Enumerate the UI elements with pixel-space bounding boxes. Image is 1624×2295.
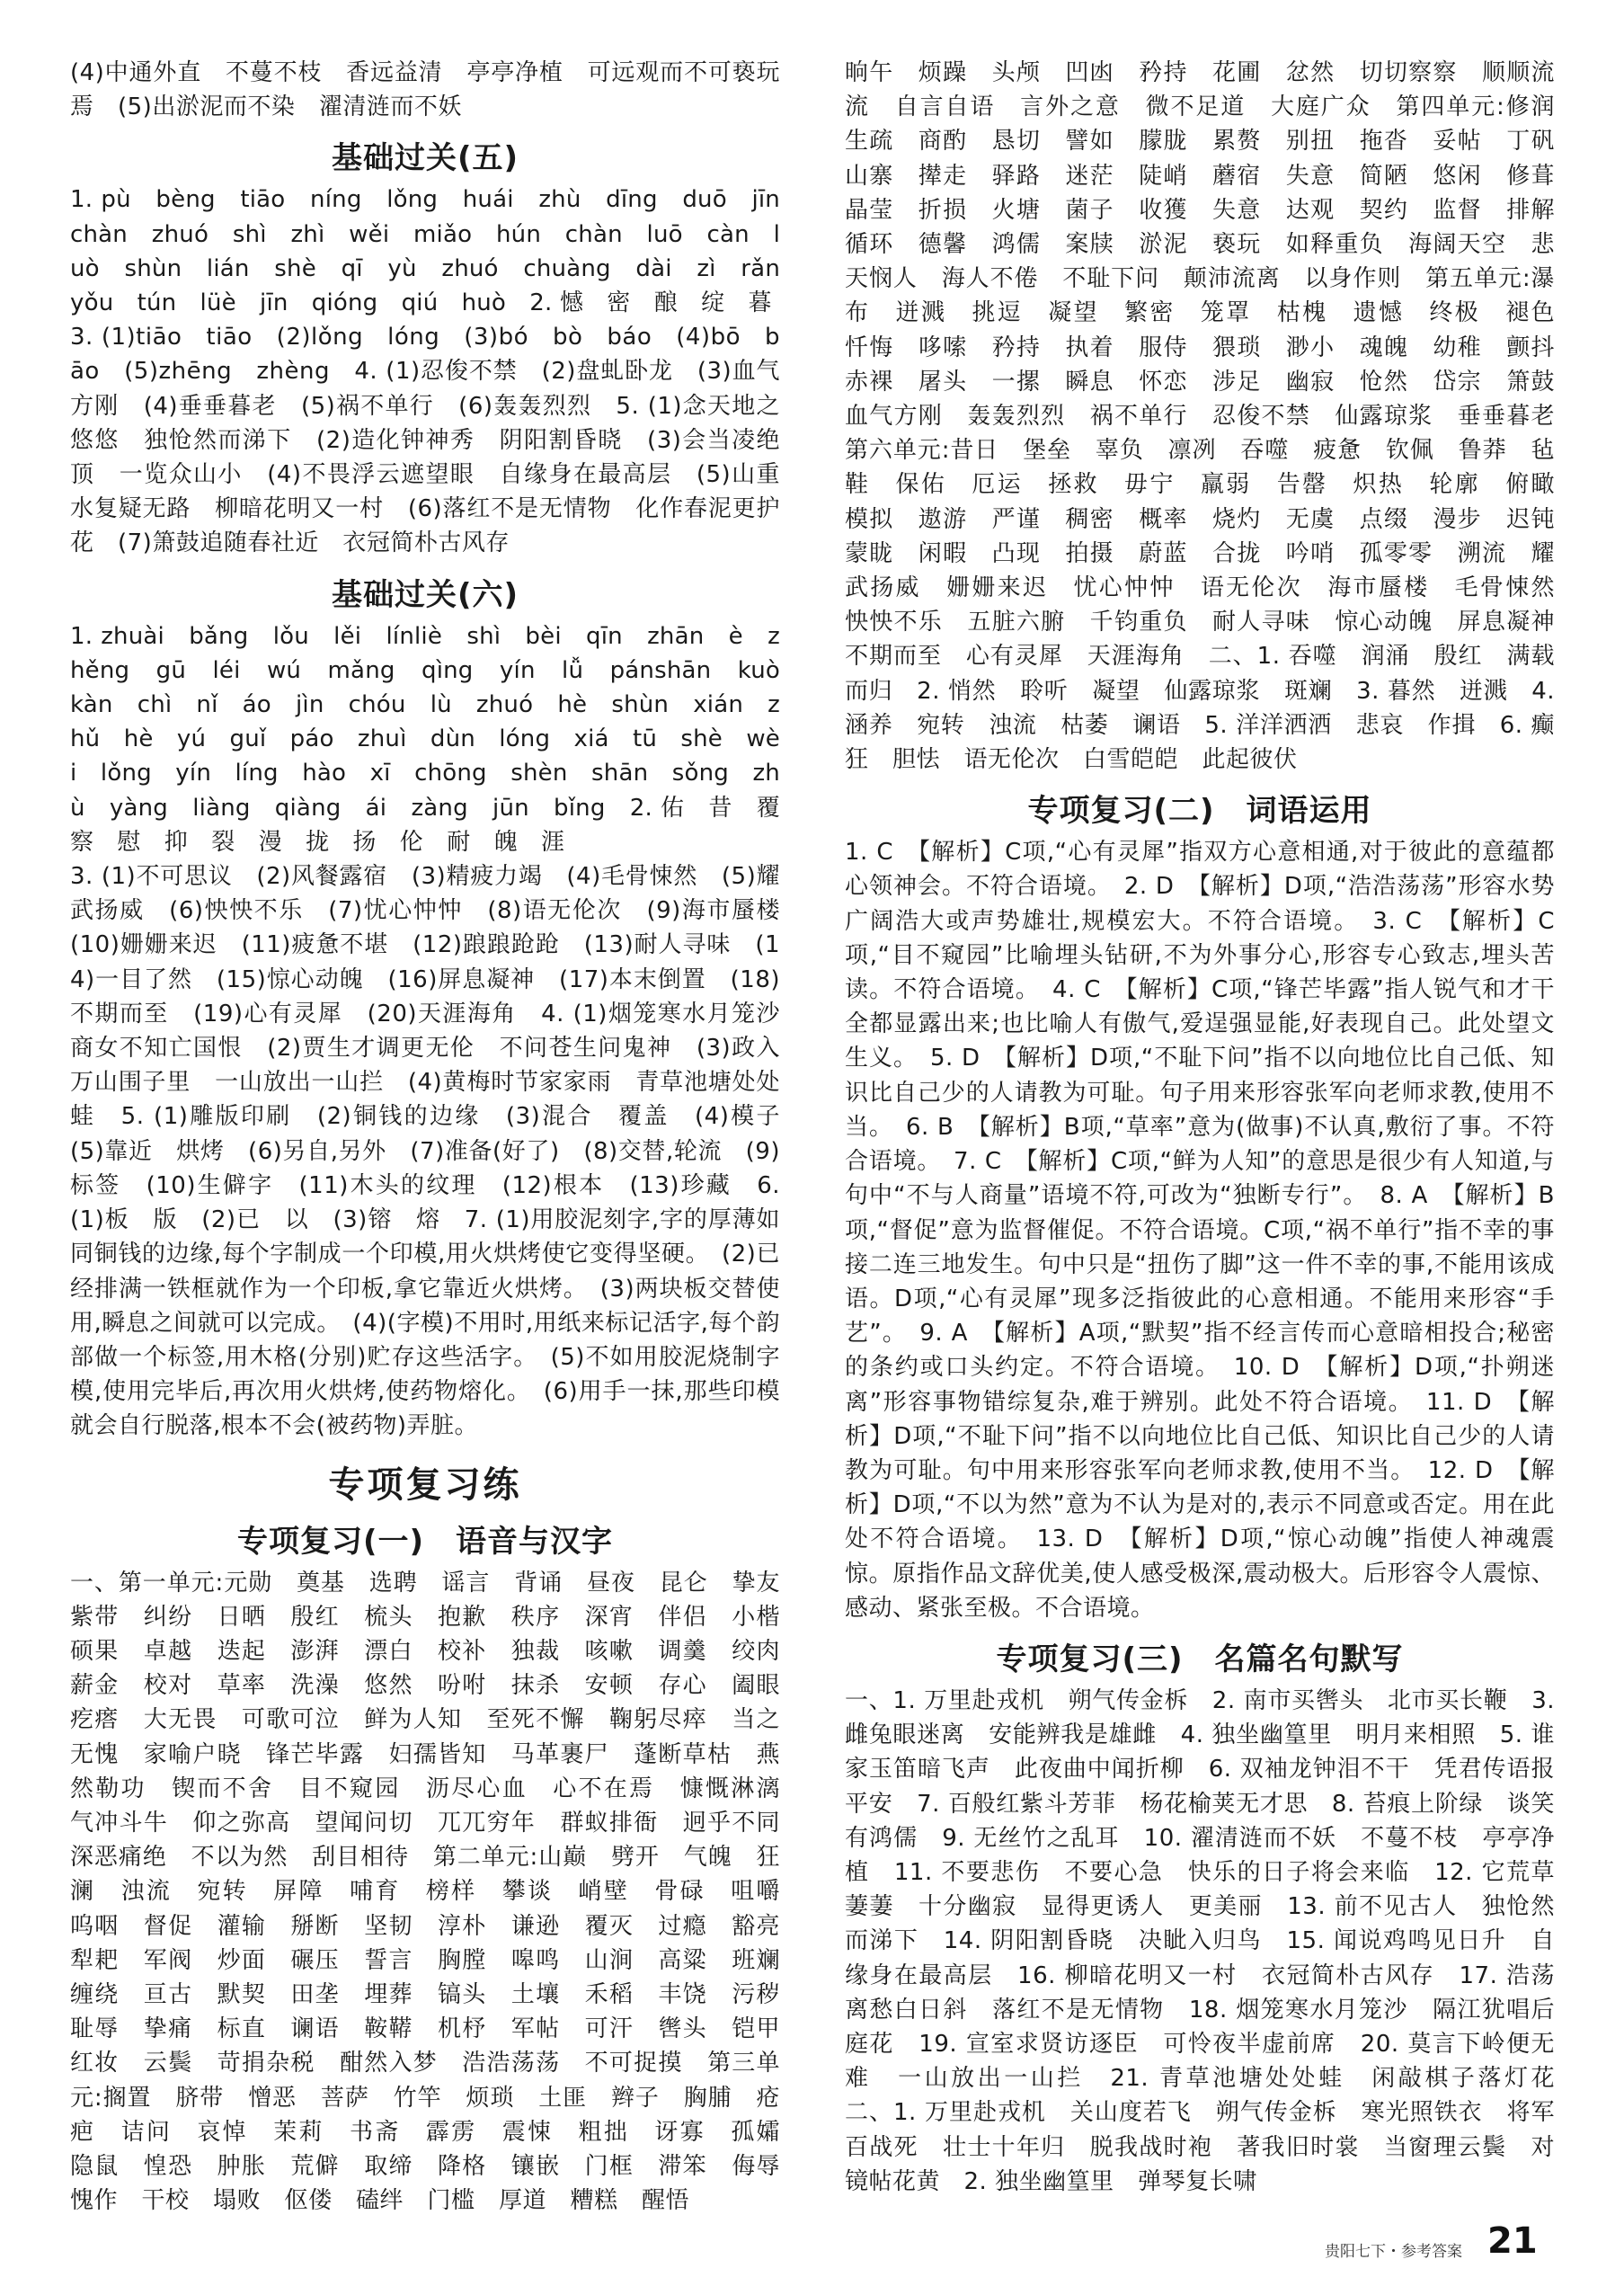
basic-5-pinyin: 1. pù bèng tiāo níng lǒng huái zhù dīng duō jīn chàn zhuó shì zhì wěi miǎo hún chàn luō càn luò shùn lián shè qī yù zhuó chuàng dài zì rǎn yǒu tún lüè jīn qióng qiú huò 2. 憾 密 酿 绽 暮 — [70, 186, 804, 317]
intro-paragraph: (4)中通外直 不蔓不枝 香远益清 亭亭净植 可远观而不可亵玩焉 (5)出淤泥而不染 濯清涟而不妖 — [70, 59, 780, 121]
section-title-review-1: 专项复习(一) 语音与汉字 — [236, 1523, 614, 1560]
footer-label: 贵阳七下・参考答案 — [1325, 2243, 1462, 2261]
left-column — [70, 56, 804, 2218]
page-number: 21 — [1487, 2220, 1538, 2262]
basic-6-pinyin: 1. zhuài bǎng lǒu lěi línliè shì bèi qīn zhān è zhěng gū léi wú mǎng qìng yín lǚ pánshān kuò kàn chì nǐ áo jìn chóu lù zhuó hè shùn xián zhǔ hè yú guǐ páo zhuì dùn lóng xiá tū shè wèi lǒng yín líng hào xī chōng shèn shān sǒng zhù yàng liàng qiàng ái zàng jūn bǐng 2. 佑 昔 覆 察 慰 抑 裂 漫 拢 扬 伦 耐 魄 涯 — [70, 622, 804, 856]
section-title-review-2: 专项复习(二) 词语运用 — [1027, 793, 1372, 830]
review-2-paragraph: 1. C 【解析】C项,“心有灵犀”指双方心意相通,对于彼此的意蕴都心领神会。不符合语境。 2. D 【解析】D项,“浩浩荡荡”形容水势广阔浩大或声势雄壮,规模宏大。不符合语境。 3. C 【解析】C项,“目不窥园”比喻埋头钻研,不为外事分心,形容专心致志,埋头苦读。不符合语境。 4. C 【解析】C项,“锋芒毕露”指人锐气和才干全都显露出来;也比喻人有傲气,爱逞强显能,好表现自己。此处望文生义。 5. D 【解析】D项,“不耻下问”指不以向地位比自己低、知识比自己少的人请教为可耻。句子用来形容张军向老师求教,使用不当。 6. B 【解析】B项,“草率”意为(做事)不认真,敷衍了事。不符合语境。 7. C 【解析】C项,“鲜为人知”的意思是很少有人知道,与句中“不与人商量”语境不符,可改为“独断专行”。 8. A 【解析】B项,“督促”意为监督催促。不符合语境。C项,“祸不单行”指不幸的事接二连三地发生。句中只是“扭伤了脚”这一件不幸的事,不能用该成语。D项,“心有灵犀”现多泛指彼此的心意相通。不能用来形容“手艺”。 9. A 【解析】A项,“默契”指不经言传而心意暗相投合;秘密的条约或口头约定。不符合语境。 10. D 【解析】D项,“扑朔迷离”形容事物错综复杂,难于辨别。此处不符合语境。 11. D 【解析】D项,“不耻下问”指不以向地位比自己低、知识比自己少的人请教为可耻。句中用来形容张军向老师求教,使用不当。 12. D 【解析】D项,“不以为然”意为不认为是对的,表示不同意或否定。用在此处不符合语境。 13. D 【解析】D项,“惊心动魄”指使人神魂震惊。原指作品文辞优美,使人感受极深,震动极大。后形容令人震惊、感动、紧张至极。不合语境。 — [845, 839, 1555, 1622]
review-1-paragraph: 一、第一单元:元勋 奠基 选聘 谣言 背诵 昼夜 昆仑 挚友 紫带 纠纷 日晒 殷红 梳头 抱歉 秩序 深宵 伴侣 小楷 硕果 卓越 迭起 澎湃 漂白 校补 独裁 咳嗽 调羹 绞肉 薪金 校对 草率 洗澡 悠然 吩咐 抹杀 安顿 存心 阖眼 疙瘩 大无畏 可歌可泣 鲜为人知 至死不懈 鞠躬尽瘁 当之无愧 家喻户晓 锋芒毕露 妇孺皆知 马革裹尸 蓬断草枯 燕然勒功 锲而不舍 目不窥园 沥尽心血 心不在焉 慷慨淋漓 气冲斗牛 仰之弥高 望闻问切 兀兀穷年 群蚁排衙 迥乎不同 深恶痛绝 不以为然 刮目相待 第二单元:山巅 劈开 气魄 狂澜 浊流 宛转 屏障 哺育 榜样 攀谈 峭壁 骨碌 咀嚼 呜咽 督促 灌输 掰断 坚韧 淳朴 谦逊 覆灭 过瘾 豁亮 犁耙 军阀 炒面 碾压 誓言 胸膛 嗥鸣 山涧 高粱 班斓 缠绕 亘古 默契 田垄 埋葬 镐头 土壤 禾稻 丰饶 污秽 耻辱 挚痛 标直 谰语 鞍鞯 机杼 军帖 可汗 辔头 铠甲 红妆 云鬓 苛捐杂税 酣然入梦 浩浩荡荡 不可捉摸 第三单元:搁置 脐带 憎恶 菩萨 竹竿 烦琐 土匪 辫子 胸脯 疮疤 诘问 哀悼 茉莉 书斋 霹雳 震悚 粗拙 讶寡 孤孀 隐鼠 惶恐 肿胀 荒僻 取缔 降格 镶嵌 门框 滞笨 侮辱 愧作 干校 塌败 伛偻 磕绊 门槛 厚道 糟糕 醒悟 — [70, 1569, 804, 2215]
section-title-basic-5: 基础过关(五) — [331, 140, 519, 177]
review-3-paragraph: 一、1. 万里赴戎机 朔气传金柝 2. 南市买辔头 北市买长鞭 3. 雌兔眼迷离 安能辨我是雄雌 4. 独坐幽篁里 明月来相照 5. 谁家玉笛暗飞声 此夜曲中闻折柳 6. 双袖龙钟泪不干 凭君传语报平安 7. 百般红紫斗芳菲 杨花榆荚无才思 8. 苔痕上阶绿 谈笑有鸿儒 9. 无丝竹之乱耳 10. 濯清涟而不妖 不蔓不枝 亭亭净植 11. 不要悲伤 不要心急 快乐的日子将会来临 12. 它荒草萋萋 十分幽寂 显得更诱人 更美丽 13. 前不见古人 独怆然而涕下 14. 阴阳割昏晓 决眦入归鸟 15. 闻说鸡鸣见日升 自缘身在最高层 16. 柳暗花明又一村 衣冠简朴古风存 17. 浩荡离愁白日斜 落红不是无情物 18. 烟笼寒水月笼沙 隔江犹唱后庭花 19. 宣室求贤访逐臣 可怜夜半虚前席 20. 莫言下岭便无难 一山放出一山拦 21. 青草池塘处处蛙 闲敲棋子落灯花 二、1. 万里赴戎机 关山度若飞 朔气传金柝 寒光照铁衣 将军百战死 壮士十年归 脱我战时袍 著我旧时裳 当窗理云鬓 对镜帖花黄 2. 独坐幽篁里 弹琴复长啸 — [845, 1686, 1579, 2195]
big-title-review: 专项复习练 — [328, 1463, 522, 1506]
basic-6-answers: 3. (1)不可思议 (2)风餐露宿 (3)精疲力竭 (4)毛骨悚然 (5)耀武扬威 (6)怏怏不乐 (7)忧心忡忡 (8)语无伦次 (9)海市蜃楼 (10)姗姗来迟 (11)疲惫不堪 (12)踉踉跄跄 (13)耐人寻味 (14)一目了然 (15)惊心动魄 (16)屏息凝神 (17)本末倒置 (18)不期而至 (19)心有灵犀 (20)天涯海角 4. (1)烟笼寒水月笼沙 商女不知亡国恨 (2)贾生才调更无伦 不问苍生问鬼神 (3)政入万山围子里 一山放出一山拦 (4)黄梅时节家家雨 青草池塘处处蛙 5. (1)雕版印刷 (2)铜钱的边缘 (3)混合 覆盖 (4)模子 (5)靠近 烘烤 (6)另自,另外 (7)准备(好了) (8)交替,轮流 (9)标签 (10)生僻字 (11)木头的纹理 (12)根本 (13)珍藏 6. (1)板 版 (2)已 以 (3)镕 熔 7. (1)用胶泥刻字,字的厚薄如同铜钱的边缘,每个字制成一个印模,用火烘烤使它变得坚硬。 (2)已经排满一铁框就作为一个印板,拿它靠近火烘烤。 (3)两块板交替使用,瞬息之间就可以完成。 (4)(字模)不用时,用纸来标记活字,每个韵部做一个标签,用木格(分别)贮存这些活字。 (5)不如用胶泥烧制字模,使用完毕后,再次用火烘烤,使药物熔化。 (6)用手一抹,那些印模就会自行脱落,根本不会(被药物)弄脏。 — [70, 863, 804, 1440]
review-1-continued: 晌午 烦躁 头颅 凹凼 矜持 花圃 忿然 切切察察 顺顺流流 自言自语 言外之意 微不足道 大庭广众 第四单元:修润 生疏 商酌 恳切 譬如 朦胧 累赘 别扭 拖沓 妥帖 丁矾 山寨 撵走 驿路 迷茫 陡峭 蘑宿 失意 简陋 悠闲 修葺 晶莹 折损 火塘 菌子 收獲 失意 达观 契约 监督 排解 循环 德馨 鸿儒 案牍 淤泥 亵玩 如释重负 海阔天空 悲天悯人 海人不倦 不耻下问 颠沛流离 以身作则 第五单元:瀑布 迸溅 挑逗 凝望 繁密 笼罩 枯槐 遗憾 终极 褪色 忏悔 哆嗦 矜持 执着 服侍 猥琐 渺小 魂魄 幼稚 颤抖 赤裸 屠头 一摞 瞬息 怀恋 涉足 幽寂 怆然 岱宗 箫鼓 血气方刚 轰轰烈烈 祸不单行 忍俊不禁 仙露琼浆 垂垂暮老 第六单元:昔日 堡垒 辜负 凛冽 吞噬 疲惫 钦佩 鲁莽 毡鞋 保佑 厄运 拯救 毋宁 羸弱 告罄 炽热 轮廓 俯瞰 模拟 遨游 严谨 稠密 概率 烧灼 无虞 点缀 漫步 迟钝 蒙眬 闲暇 凸现 拍摄 蔚蓝 合拢 吟哨 孤零零 溯流 耀武扬威 姗姗来迟 忧心忡忡 语无伦次 海市蜃楼 毛骨悚然 怏怏不乐 五脏六腑 千钧重负 耐人寻味 惊心动魄 屏息凝神 不期而至 心有灵犀 天涯海角 二、1. 吞噬 润涌 殷红 满载而归 2. 悄然 聆听 凝望 仙露琼浆 斑斓 3. 暮然 迸溅 4. 涵养 宛转 浊流 枯萎 谰语 5. 洋洋洒洒 悲哀 作揖 6. 癫狂 胆怯 语无伦次 白雪皑皑 此起彼伏 — [845, 59, 1579, 774]
basic-5-answers: 3. (1)tiāo tiāo (2)lǒng lóng (3)bó bò báo (4)bō bāo (5)zhēng zhèng 4. (1)忍俊不禁 (2)盘虬卧龙 (3)血气方刚 (4)垂垂暮老 (5)祸不单行 (6)轰轰烈烈 5. (1)念天地之悠悠 独怆然而涕下 (2)造化钟神秀 阴阳割昏晓 (3)会当凌绝顶 一览众山小 (4)不畏浮云遮望眼 自缘身在最高层 (5)山重水复疑无路 柳暗花明又一村 (6)落红不是无情物 化作春泥更护花 (7)箫鼓追随春社近 衣冠简朴古风存 — [70, 324, 780, 557]
section-title-review-3: 专项复习(三) 名篇名句默写 — [996, 1641, 1404, 1677]
right-column — [845, 56, 1579, 2199]
section-title-basic-6: 基础过关(六) — [331, 576, 519, 613]
